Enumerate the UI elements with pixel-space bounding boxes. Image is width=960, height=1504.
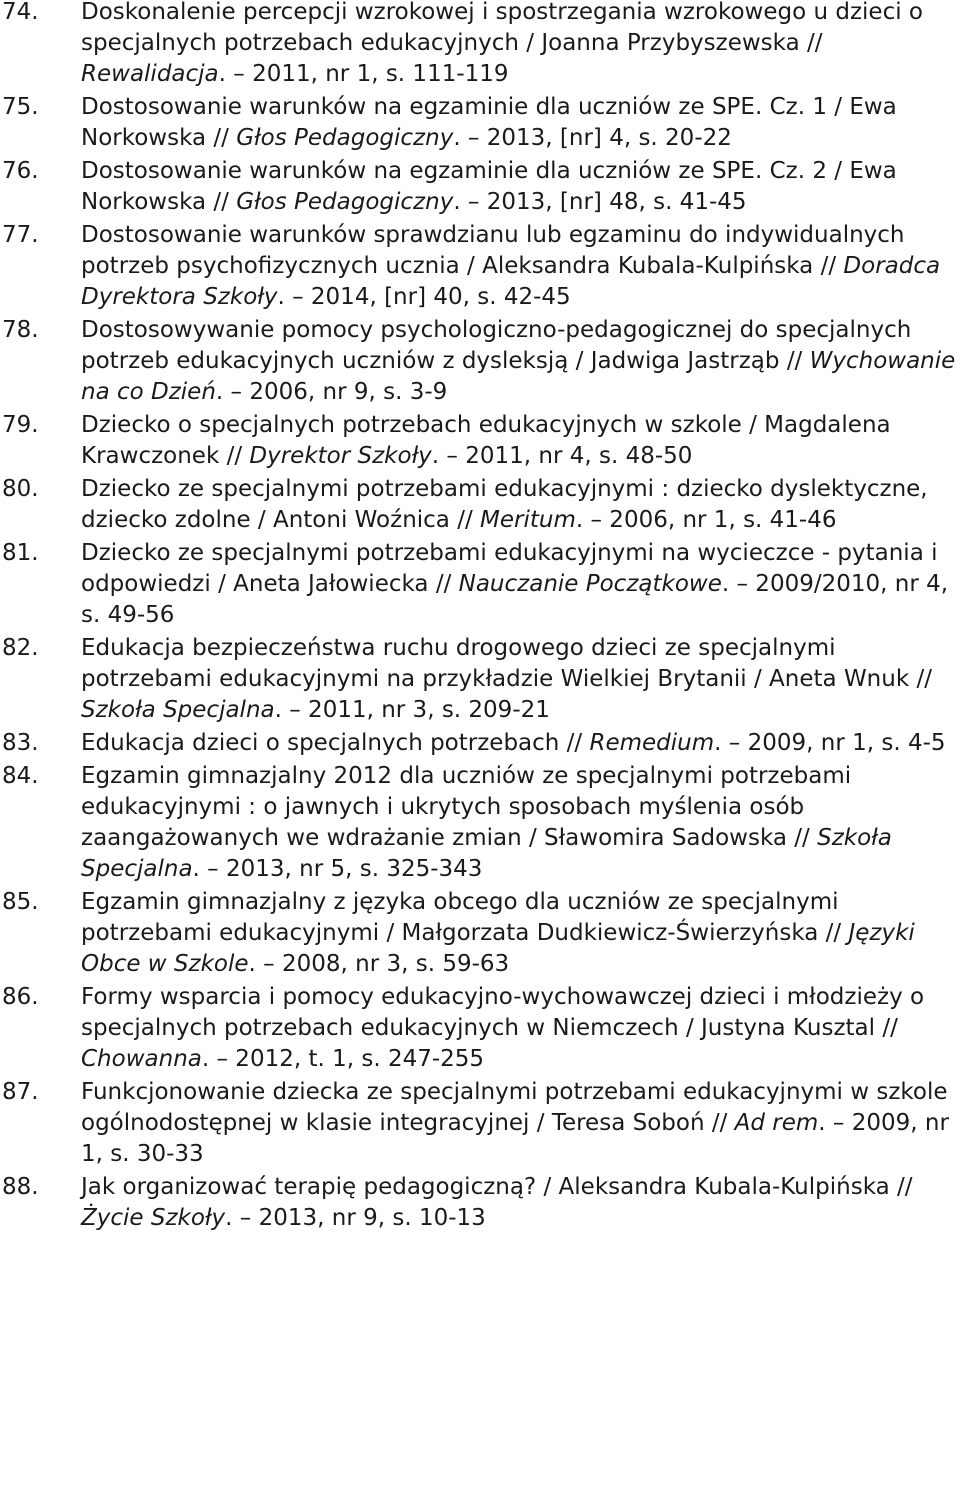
entry-number: 75.: [2, 94, 39, 120]
entry-citation: [81, 1172, 956, 1234]
entry-publication-details: . – 2013, [nr] 4, s. 20-22: [453, 125, 732, 151]
entry-number: 81.: [2, 540, 39, 566]
entry-publication-details: . – 2013, nr 9, s. 10-13: [225, 1205, 486, 1231]
entry-title-author: Dziecko o specjalnych potrzebach edukacyjnych w szkole / Magdalena Krawczonek //: [81, 412, 891, 469]
entry-source-title: Głos Pedagogiczny: [236, 189, 454, 215]
bibliography-entry: [0, 887, 960, 980]
entry-citation: [81, 315, 956, 408]
entry-number: 85.: [2, 889, 39, 915]
bibliography-entry: [0, 156, 960, 218]
entry-number: 76.: [2, 158, 39, 184]
entry-citation: [81, 633, 956, 726]
entry-title-author: Dostosowywanie pomocy psychologiczno-pedagogicznej do specjalnych potrzeb edukacyjnych uczniów z dysleksją / Jadwiga Jastrząb //: [81, 317, 912, 374]
entry-publication-details: . – 2008, nr 3, s. 59-63: [248, 951, 510, 977]
entry-number: 77.: [2, 222, 39, 248]
bibliography-entry: [0, 220, 960, 313]
entry-source-title: Szkoła Specjalna: [81, 697, 275, 723]
entry-title-author: Doskonalenie percepcji wzrokowej i spostrzegania wzrokowego u dzieci o specjalnych potrzebach edukacyjnych / Joanna Przybyszewska //: [81, 0, 923, 56]
entry-source-title: Życie Szkoły: [81, 1205, 226, 1231]
entry-publication-details: . – 2009, nr 1, s. 4-5: [714, 730, 946, 756]
entry-title-author: Formy wsparcia i pomocy edukacyjno-wychowawczej dzieci i młodzieży o specjalnych potrzebach edukacyjnych w Niemczech / Justyna Kusztal //: [81, 984, 925, 1041]
bibliography-entry: [0, 982, 960, 1075]
bibliography-entry: [0, 761, 960, 885]
entry-number: 83.: [2, 730, 39, 756]
entry-citation: [81, 538, 956, 631]
entry-title-author: Funkcjonowanie dziecka ze specjalnymi potrzebami edukacyjnymi w szkole ogólnodostępnej w klasie integracyjnej / Teresa Soboń //: [81, 1079, 948, 1136]
bibliography-entry: [0, 1077, 960, 1170]
entry-source-title: Remedium: [589, 730, 715, 756]
entry-publication-details: . – 2009/2010, nr 4, s. 49-56: [81, 571, 949, 628]
entry-title-author: Edukacja dzieci o specjalnych potrzebach //: [81, 730, 590, 756]
entry-publication-details: . – 2006, nr 9, s. 3-9: [215, 379, 448, 405]
entry-title-author: Dostosowanie warunków na egzaminie dla uczniów ze SPE. Cz. 2 / Ewa Norkowska //: [81, 158, 897, 215]
bibliography-entry: [0, 728, 960, 759]
entry-source-title: Głos Pedagogiczny: [236, 125, 454, 151]
entry-number: 78.: [2, 317, 39, 343]
entry-citation: [81, 156, 956, 218]
entry-citation: [81, 220, 956, 313]
entry-source-title: Wychowanie na co Dzień: [81, 348, 956, 405]
entry-title-author: Egzamin gimnazjalny z języka obcego dla uczniów ze specjalnymi potrzebami edukacyjnymi / Małgorzata Dudkiewicz-Świerzyńska //: [81, 889, 849, 946]
bibliography-entry: [0, 92, 960, 154]
entry-citation: [81, 410, 956, 472]
entry-number: 88.: [2, 1174, 39, 1200]
entry-citation: [81, 0, 956, 90]
entry-citation: [81, 887, 956, 980]
entry-publication-details: . – 2011, nr 4, s. 48-50: [431, 443, 693, 469]
entry-source-title: Doradca Dyrektora Szkoły: [81, 253, 941, 310]
entry-title-author: Edukacja bezpieczeństwa ruchu drogowego dzieci ze specjalnymi potrzebami edukacyjnymi na przykładzie Wielkiej Brytanii / Aneta Wnuk //: [81, 635, 932, 692]
entry-source-title: Chowanna: [81, 1046, 202, 1072]
entry-source-title: Języki Obce w Szkole: [81, 920, 915, 977]
entry-title-author: Jak organizować terapię pedagogiczną? / Aleksandra Kubala-Kulpińska //: [81, 1174, 913, 1200]
entry-number: 82.: [2, 635, 39, 661]
entry-source-title: Ad rem: [734, 1110, 819, 1136]
entry-title-author: Dziecko ze specjalnymi potrzebami edukacyjnymi na wycieczce - pytania i odpowiedzi / Aneta Jałowiecka //: [81, 540, 938, 597]
entry-source-title: Szkoła Specjalna: [81, 825, 892, 882]
entry-citation: [81, 728, 956, 759]
entry-publication-details: . – 2006, nr 1, s. 41-46: [575, 507, 837, 533]
entry-publication-details: . – 2009, nr 1, s. 30-33: [81, 1110, 949, 1167]
entry-number: 74.: [2, 0, 39, 25]
entry-citation: [81, 761, 956, 885]
entry-citation: [81, 92, 956, 154]
bibliography-entry: [0, 474, 960, 536]
entry-number: 79.: [2, 412, 39, 438]
bibliography-entry: [0, 538, 960, 631]
entry-number: 84.: [2, 763, 39, 789]
entry-source-title: Nauczanie Początkowe: [458, 571, 722, 597]
entry-publication-details: . – 2013, [nr] 48, s. 41-45: [453, 189, 747, 215]
entry-publication-details: . – 2011, nr 1, s. 111-119: [218, 61, 509, 87]
bibliography-entry: [0, 315, 960, 408]
bibliography-entry: [0, 633, 960, 726]
entry-citation: [81, 982, 956, 1075]
entry-title-author: Dziecko ze specjalnymi potrzebami edukacyjnymi : dziecko dyslektyczne, dziecko zdolne / Antoni Woźnica //: [81, 476, 928, 533]
entry-source-title: Rewalidacja: [81, 61, 219, 87]
entry-title-author: Dostosowanie warunków na egzaminie dla uczniów ze SPE. Cz. 1 / Ewa Norkowska //: [81, 94, 897, 151]
entry-number: 87.: [2, 1079, 39, 1105]
entry-title-author: Egzamin gimnazjalny 2012 dla uczniów ze specjalnymi potrzebami edukacyjnymi : o jawnych i ukrytych sposobach myślenia osób zaangażowanych we wdrażanie zmian / Sławomira Sadowska //: [81, 763, 852, 851]
entry-publication-details: . – 2013, nr 5, s. 325-343: [192, 856, 483, 882]
entry-source-title: Dyrektor Szkoły: [249, 443, 432, 469]
entry-source-title: Meritum: [480, 507, 576, 533]
entry-citation: [81, 1077, 956, 1170]
entry-number: 80.: [2, 476, 39, 502]
bibliography-entry: [0, 1172, 960, 1234]
entry-publication-details: . – 2012, t. 1, s. 247-255: [201, 1046, 485, 1072]
entry-citation: [81, 474, 956, 536]
entry-title-author: Dostosowanie warunków sprawdzianu lub egzaminu do indywidualnych potrzeb psychofizycznych ucznia / Aleksandra Kubala-Kulpińska //: [81, 222, 905, 279]
entry-publication-details: . – 2011, nr 3, s. 209-21: [274, 697, 550, 723]
entry-number: 86.: [2, 984, 39, 1010]
entry-publication-details: . – 2014, [nr] 40, s. 42-45: [277, 284, 571, 310]
bibliography-entry: [0, 410, 960, 472]
bibliography-entry: [0, 0, 960, 90]
